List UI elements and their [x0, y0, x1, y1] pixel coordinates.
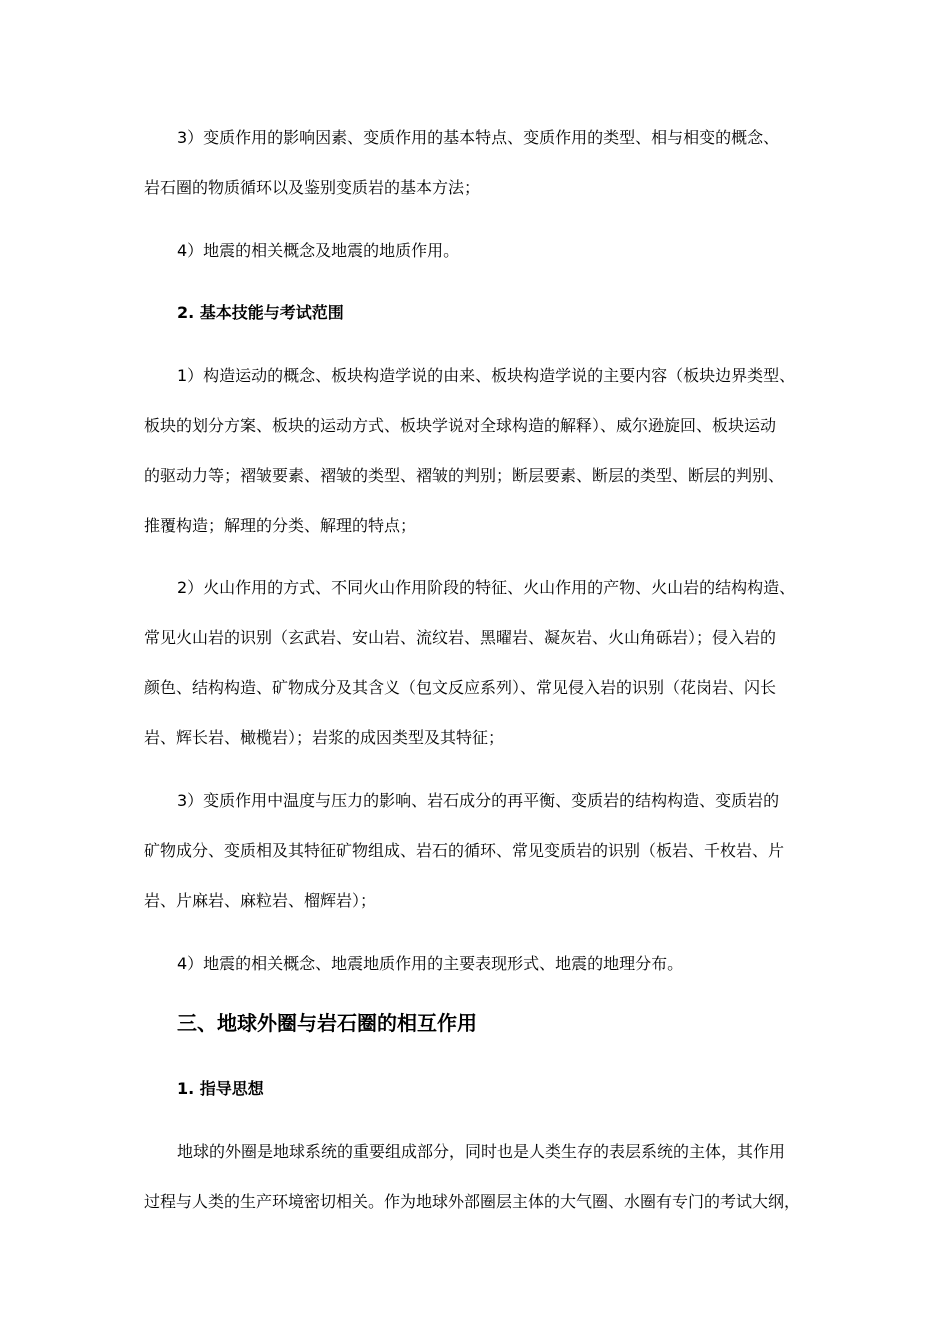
- text-line: 板块的划分方案、板块的运动方式、板块学说对全球构造的解释）、威尔逊旋回、板块运动: [144, 416, 777, 435]
- text-line: 推覆构造；解理的分类、解理的特点；: [144, 516, 417, 535]
- text-line: 的驱动力等；褶皱要素、褶皱的类型、褶皱的判别；断层要素、断层的类型、断层的判别、: [144, 466, 785, 485]
- text-line: 过程与人类的生产环境密切相关。作为地球外部圈层主体的大气圈、水圈有专门的考试大纲，: [144, 1192, 801, 1211]
- sub-heading-guiding-ideas: 1. 指导思想: [177, 1079, 264, 1098]
- text-line: 岩、片麻岩、麻粒岩、榴辉岩）；: [144, 891, 377, 910]
- text-line: 地球的外圈是地球系统的重要组成部分，同时也是人类生存的表层系统的主体，其作用: [177, 1142, 786, 1161]
- text-line: 3）变质作用的影响因素、变质作用的基本特点、变质作用的类型、相与相变的概念、: [177, 128, 780, 147]
- text-line: 4）地震的相关概念及地震的地质作用。: [177, 241, 460, 260]
- text-line: 4）地震的相关概念、地震地质作用的主要表现形式、地震的地理分布。: [177, 954, 684, 973]
- text-line: 2）火山作用的方式、不同火山作用阶段的特征、火山作用的产物、火山岩的结构构造、: [177, 578, 796, 597]
- text-line: 矿物成分、变质相及其特征矿物组成、岩石的循环、常见变质岩的识别（板岩、千枚岩、片: [144, 841, 785, 860]
- text-line: 1）构造运动的概念、板块构造学说的由来、板块构造学说的主要内容（板块边界类型、: [177, 366, 796, 385]
- text-line: 岩、辉长岩、橄榄岩）；岩浆的成因类型及其特征；: [144, 728, 505, 747]
- section-heading: 三、地球外圈与岩石圈的相互作用: [177, 1011, 477, 1035]
- text-line: 岩石圈的物质循环以及鉴别变质岩的基本方法；: [144, 178, 481, 197]
- sub-heading-basic-skills: 2. 基本技能与考试范围: [177, 303, 344, 322]
- text-line: 常见火山岩的识别（玄武岩、安山岩、流纹岩、黑曜岩、凝灰岩、火山角砾岩）；侵入岩的: [144, 628, 777, 647]
- text-line: 3）变质作用中温度与压力的影响、岩石成分的再平衡、变质岩的结构构造、变质岩的: [177, 791, 780, 810]
- text-line: 颜色、结构构造、矿物成分及其含义（包文反应系列）、常见侵入岩的识别（花岗岩、闪长: [144, 678, 777, 697]
